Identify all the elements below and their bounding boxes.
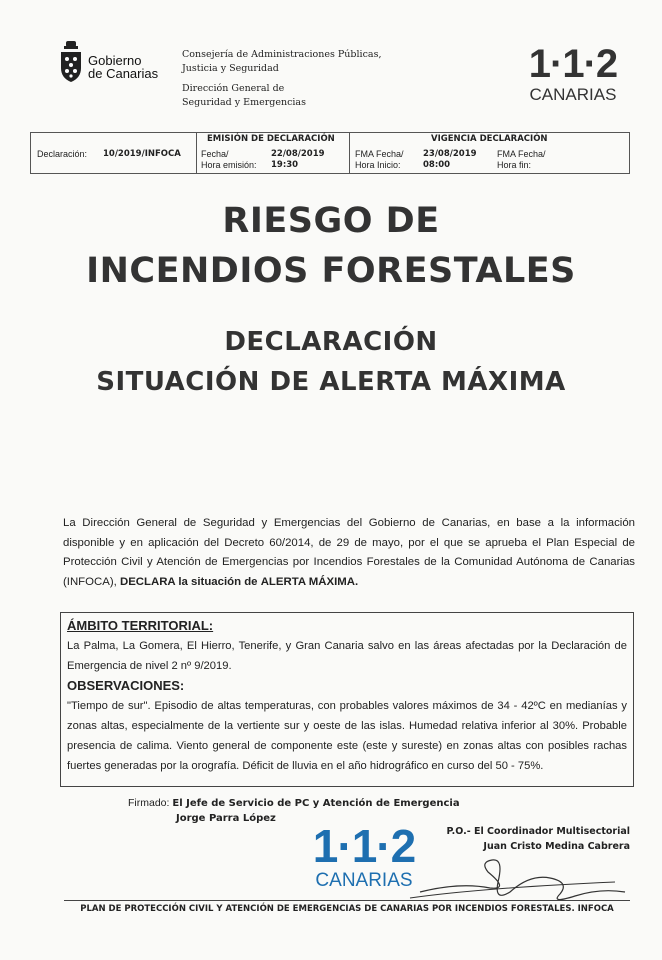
emision-title: EMISIÓN DE DECLARACIÓN — [207, 134, 335, 144]
fma-fecha-fin-label: FMA Fecha/ — [497, 149, 546, 159]
declara-prefix: DECLARA la situación de — [119, 575, 258, 588]
intro-text: La Dirección General de Seguridad y Emergencias del Gobierno de Canarias, en base a la información disponible y en aplicación del Decreto 60/2014, de 29 de mayo, por el que se aprueba el Plan Especial de Protección Civil y Atención de Emergencias por Incendios Forestales de la Comunidad Autónoma de Canarias (INFOCA), — [63, 517, 635, 588]
declara-value: ALERTA MÁXIMA. — [260, 575, 359, 588]
logo-112-stamp-text: CANARIAS — [315, 870, 413, 891]
logo-112-stamp-number: 1·1·2 — [312, 820, 416, 872]
info-box — [60, 612, 634, 787]
firmado-name: Jorge Parra López — [176, 813, 276, 824]
fma-fecha-label: FMA Fecha/ — [355, 149, 404, 159]
hora-emision-label: Hora emisión: — [201, 160, 257, 170]
direccion-line2: Seguridad y Emergencias — [182, 97, 306, 108]
po-name: Juan Cristo Medina Cabrera — [483, 841, 630, 852]
title-riesgo — [0, 196, 662, 296]
title-declaracion — [0, 322, 662, 402]
consejeria-line1: Consejería de Administraciones Públicas, — [182, 49, 382, 60]
observaciones-title: OBSERVACIONES: — [67, 678, 185, 693]
fecha-label: Fecha/ — [201, 149, 229, 159]
declaration-table — [30, 132, 630, 174]
firmado-label: Firmado: — [128, 797, 170, 809]
vigencia-title: VIGENCIA DECLARACIÓN — [431, 134, 548, 144]
handwritten-signature — [400, 852, 630, 912]
fecha-value: 22/08/2019 — [271, 149, 325, 159]
gobierno-canarias-logo — [58, 40, 168, 90]
po-block — [446, 824, 630, 854]
po-role: P.O.- El Coordinador Multisectorial — [446, 826, 630, 837]
ambito-title: ÁMBITO TERRITORIAL: — [67, 618, 214, 633]
logo-112-number: 1·1·2 — [528, 42, 618, 86]
title-line2: INCENDIOS FORESTALES — [86, 251, 576, 291]
firmado-role: El Jefe de Servicio de PC y Atención de Emergencia — [172, 798, 460, 809]
hora-emision-value: 19:30 — [271, 160, 299, 170]
title-line3: DECLARACIÓN — [224, 327, 438, 357]
footer-text: PLAN DE PROTECCIÓN CIVIL Y ATENCIÓN DE EMERGENCIAS DE CANARIAS POR INCENDIOS FORESTALES. INFOCA — [80, 904, 614, 914]
hora-inicio-label: Hora Inicio: — [355, 160, 401, 170]
logo-112-header — [523, 44, 623, 104]
title-line1: RIESGO DE — [222, 201, 440, 241]
gobierno-line2: de Canarias — [88, 66, 159, 81]
gobierno-line1: Gobierno — [88, 53, 142, 68]
hora-inicio-value: 08:00 — [423, 160, 451, 170]
observaciones-text: "Tiempo de sur". Episodio de altas temperaturas, con probables valores máximos de 34 - 42ºC en medianías y zonas altas, especialmente de la vertiente sur y oeste de las islas. Humedad relativa inferior al 30%. Probable presencia de calima. Viento general de componente este (este y sureste) en zonas altas con posibles rachas fuertes generadas por la orografía. Déficit de lluvia en el año hidrográfico en curso del 50 - 75%. — [67, 700, 627, 772]
footer-divider — [64, 900, 630, 901]
title-line4: SITUACIÓN DE ALERTA MÁXIMA — [96, 367, 566, 397]
declaracion-value: 10/2019/INFOCA — [103, 149, 181, 159]
hora-fin-label: Hora fin: — [497, 160, 532, 170]
logo-112-text: CANARIAS — [529, 85, 617, 104]
coat-of-arms-icon — [58, 40, 84, 84]
consejeria-block — [182, 48, 381, 110]
consejeria-line2: Justicia y Seguridad — [182, 63, 279, 74]
direccion-line1: Dirección General de — [182, 83, 285, 94]
ambito-text: La Palma, La Gomera, El Hierro, Tenerife, y Gran Canaria salvo en las áreas afectadas por la Declaración de Emergencia de nivel 2 nº 9/2019. — [67, 640, 627, 672]
intro-paragraph — [63, 514, 635, 592]
declaracion-label: Declaración: — [37, 149, 88, 159]
fma-fecha-value: 23/08/2019 — [423, 149, 477, 159]
